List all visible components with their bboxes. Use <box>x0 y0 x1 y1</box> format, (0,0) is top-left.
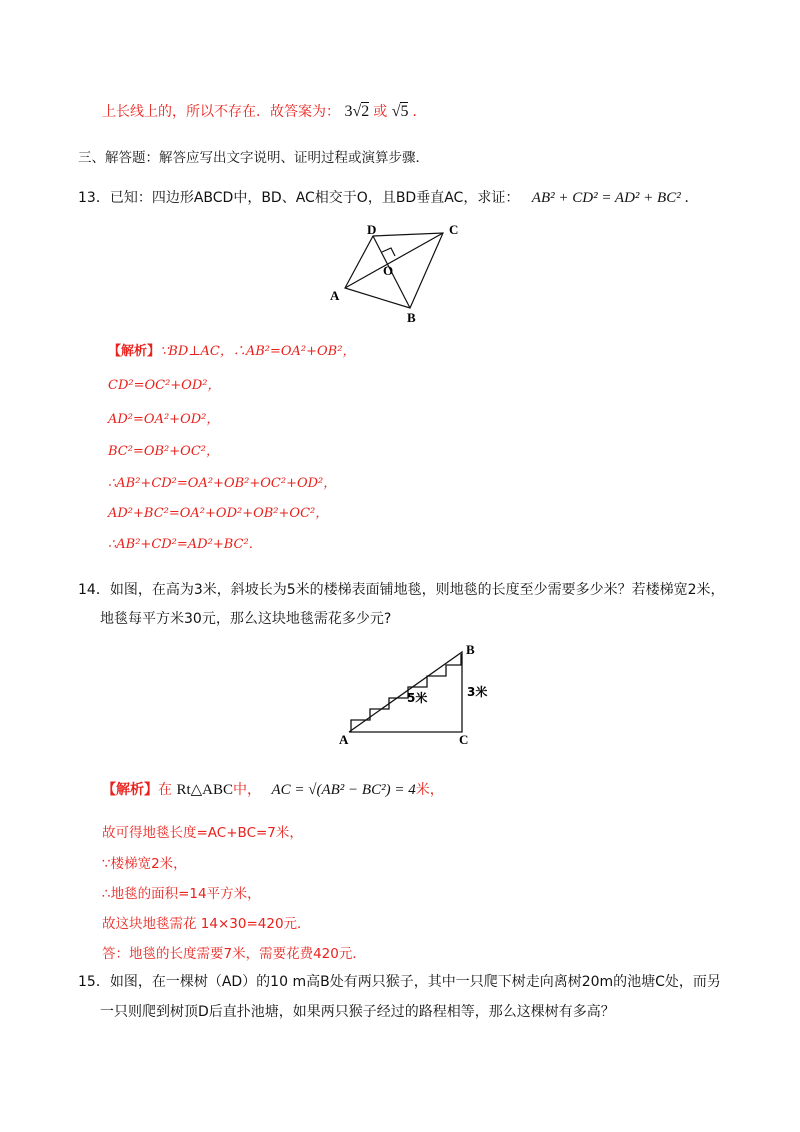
label-b: B <box>407 310 416 325</box>
q14-equation: AC = √(AB² − BC²) = 4 <box>271 782 416 798</box>
q14-solution-line: 答：地毯的长度需要7米，需要花费420元． <box>102 946 366 962</box>
label-b: B <box>466 642 475 657</box>
q14-solution-line: 故可得地毯长度=AC+BC=7米， <box>102 825 303 841</box>
answer-end: ． <box>412 104 427 120</box>
q15-number: 15． <box>78 974 110 990</box>
answer-or: 或 <box>373 104 388 120</box>
answer-radical-2: √5 <box>391 103 409 120</box>
solution-tag: 【解析】 <box>102 782 158 798</box>
label-height: 3米 <box>467 685 488 699</box>
triangle-name: Rt△ABC <box>176 782 234 798</box>
q14-solution-line: ∵楼梯宽2米， <box>102 856 187 872</box>
label-slope: 5米 <box>407 691 428 705</box>
q13-solution-line: BC²=OB²+OC²， <box>108 444 219 459</box>
answer-line <box>102 102 426 122</box>
q14-statement-line2: 地毯每平方米30元，那么这块地毯需花多少元? <box>100 611 392 627</box>
quadrilateral-outline <box>345 233 443 308</box>
label-o: O <box>383 263 394 278</box>
q14-solution-head: 【解析】在 Rt△ABC中， AC = √(AB² − BC²) = 4米， <box>102 782 444 798</box>
q13-solution-line: ∴AB²+CD²=OA²+OB²+OC²+OD²， <box>108 476 337 491</box>
q14-solution-line: ∴地毯的面积=14平方米， <box>102 886 261 902</box>
right-angle-mark <box>382 248 395 256</box>
q15-statement-line1: 15．如图，在一棵树（AD）的10 m高B处有两只猴子，其中一只爬下树走向离树20m的池塘C处，而另 <box>78 974 721 990</box>
q13-number: 13． <box>78 190 110 206</box>
q13-solution-line: AD²+BC²=OA²+OD²+OB²+OC²， <box>108 506 329 521</box>
section-heading: 三、解答题：解答应写出文字说明、证明过程或演算步骤． <box>78 150 429 166</box>
q13-solution-line: CD²=OC²+OD²， <box>108 378 221 393</box>
quadrilateral-figure <box>325 220 485 330</box>
q14-statement-line1: 14．如图，在高为3米，斜坡长为5米的楼梯表面铺地毯，则地毯的长度至少需要多少米？若楼梯宽2米， <box>78 582 725 598</box>
label-a: A <box>339 732 349 747</box>
q13-period: ． <box>684 190 699 206</box>
q13-statement <box>78 188 698 208</box>
label-a: A <box>330 288 340 303</box>
answer-radical-1: 3√2 <box>344 103 370 120</box>
q13-text: 已知：四边形ABCD中，BD、AC相交于O，且BD垂直AC，求证： <box>109 190 520 206</box>
answer-prefix: 上长线上的，所以不存在．故答案为： <box>102 104 340 120</box>
q14-number: 14． <box>78 582 110 598</box>
q13-solution-line: AD²=OA²+OD²， <box>108 412 220 427</box>
label-c: C <box>449 222 459 237</box>
q13-solution-line: ∴AB²+CD²=AD²+BC²． <box>108 537 262 552</box>
label-c: C <box>459 732 469 747</box>
sqrt-icon: √ <box>391 103 401 120</box>
q13-solution-line: 【解析】∵BD⊥AC，∴AB²=OA²+OB²， <box>108 344 356 359</box>
q13-equation: AB² + CD² = AD² + BC² <box>531 190 681 206</box>
q14-solution-line: 故这块地毯需花 14×30=420元． <box>102 916 311 932</box>
q15-statement-line2: 一只则爬到树顶D后直扑池塘，如果两只猴子经过的路程相等，那么这棵树有多高？ <box>100 1004 615 1020</box>
sqrt-icon: √ <box>352 103 362 120</box>
staircase-figure <box>337 640 517 752</box>
label-d: D <box>367 222 377 237</box>
stairs-outline <box>351 654 461 732</box>
